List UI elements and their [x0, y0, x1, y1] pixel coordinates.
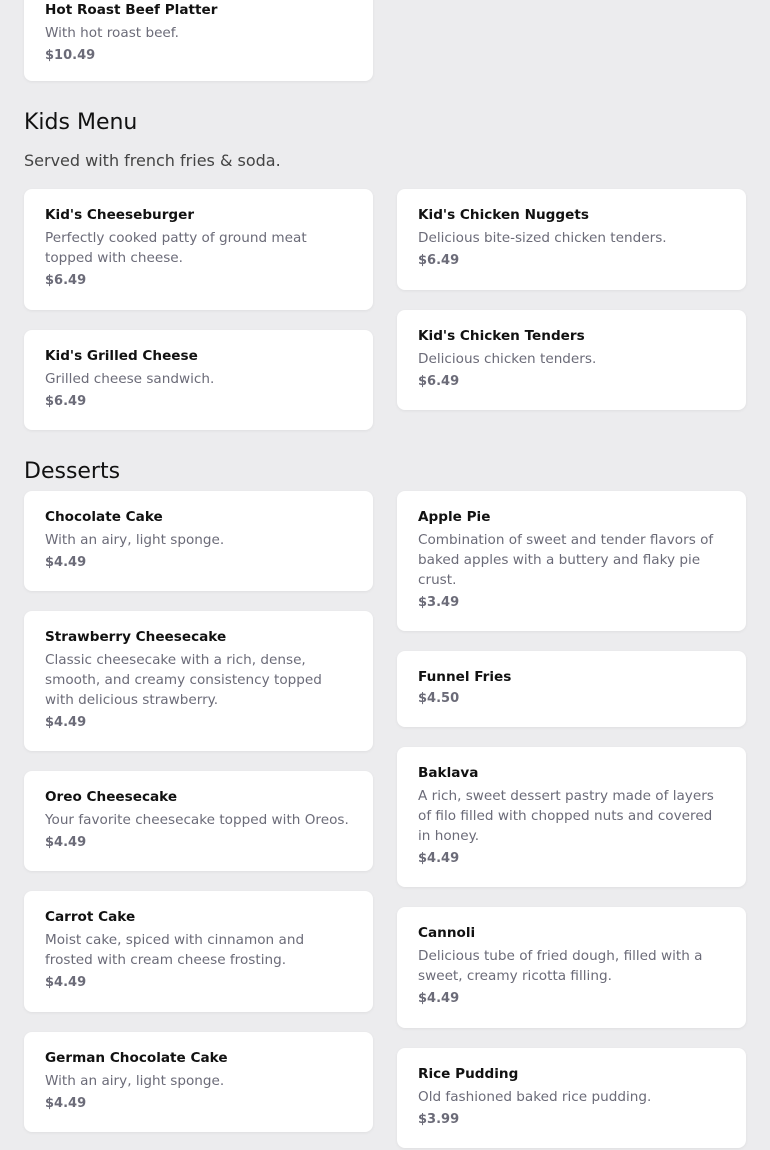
item-description: With hot roast beef.: [45, 25, 179, 41]
item-name: German Chocolate Cake: [45, 1050, 228, 1066]
menu-item-card[interactable]: [24, 771, 373, 871]
menu-item-card[interactable]: [24, 1032, 373, 1132]
item-name: Kid's Chicken Nuggets: [418, 207, 589, 223]
item-price: $4.50: [418, 691, 460, 706]
item-name: Apple Pie: [418, 509, 491, 525]
item-name: Chocolate Cake: [45, 509, 163, 525]
item-price: $4.49: [45, 1096, 87, 1111]
menu-item-card[interactable]: [24, 189, 373, 310]
item-price: $4.49: [418, 991, 460, 1006]
item-description: With an airy, light sponge.: [45, 532, 225, 548]
menu-item-card[interactable]: [24, 330, 373, 430]
item-name: Funnel Fries: [418, 669, 512, 685]
item-name: Kid's Chicken Tenders: [418, 328, 585, 344]
item-description: Old fashioned baked rice pudding.: [418, 1089, 652, 1105]
item-description: Grilled cheese sandwich.: [45, 371, 215, 387]
menu-item-card[interactable]: [397, 310, 746, 410]
item-price: $6.49: [418, 374, 460, 389]
item-name: Cannoli: [418, 925, 476, 941]
item-price: $10.49: [45, 48, 96, 63]
item-price: $6.49: [418, 253, 460, 268]
item-name: Rice Pudding: [418, 1066, 519, 1082]
item-description: A rich, sweet dessert pastry made of layers of filo filled with chopped nuts and covered in honey.: [418, 788, 714, 844]
menu-item-card[interactable]: [397, 189, 746, 290]
item-price: $6.49: [45, 394, 87, 409]
section-subtitle-kids-menu: Served with french fries & soda.: [24, 151, 281, 170]
item-price: $4.49: [45, 975, 87, 990]
item-price: $4.49: [45, 835, 87, 850]
item-price: $4.49: [45, 715, 87, 730]
item-name: Strawberry Cheesecake: [45, 629, 227, 645]
item-name: Kid's Grilled Cheese: [45, 348, 198, 364]
item-name: Kid's Cheeseburger: [45, 207, 195, 223]
item-name: Hot Roast Beef Platter: [45, 2, 218, 18]
item-description: Combination of sweet and tender flavors of baked apples with a buttery and flaky pie crust.: [418, 532, 714, 588]
item-description: Classic cheesecake with a rich, dense, smooth, and creamy consistency topped with delicious strawberry.: [45, 652, 322, 708]
item-description: Delicious chicken tenders.: [418, 351, 597, 367]
item-name: Oreo Cheesecake: [45, 789, 178, 805]
item-description: With an airy, light sponge.: [45, 1073, 225, 1089]
item-name: Baklava: [418, 765, 479, 781]
item-description: Delicious bite-sized chicken tenders.: [418, 230, 667, 246]
item-description: Your favorite cheesecake topped with Oreos.: [45, 812, 349, 828]
menu-item-card[interactable]: [24, 491, 373, 591]
item-price: $3.99: [418, 1112, 460, 1127]
menu-item-card[interactable]: [397, 1048, 746, 1148]
menu-item-card[interactable]: [24, 611, 373, 751]
item-description: Delicious tube of fried dough, filled with a sweet, creamy ricotta filling.: [418, 948, 703, 984]
menu-item-card[interactable]: [24, 0, 373, 81]
section-title-kids-menu: Kids Menu: [24, 110, 138, 135]
item-price: $4.49: [45, 555, 87, 570]
section-title-desserts: Desserts: [24, 459, 121, 484]
item-price: $4.49: [418, 851, 460, 866]
item-price: $6.49: [45, 273, 87, 288]
menu-item-card[interactable]: [24, 891, 373, 1012]
item-description: Moist cake, spiced with cinnamon and frosted with cream cheese frosting.: [45, 932, 305, 968]
item-description: Perfectly cooked patty of ground meat topped with cheese.: [45, 230, 307, 266]
menu-item-card[interactable]: [397, 907, 746, 1028]
item-name: Carrot Cake: [45, 909, 136, 925]
menu-item-card[interactable]: [397, 491, 746, 631]
menu-item-card[interactable]: [397, 747, 746, 887]
item-price: $3.49: [418, 595, 460, 610]
menu-item-card[interactable]: [397, 651, 746, 727]
